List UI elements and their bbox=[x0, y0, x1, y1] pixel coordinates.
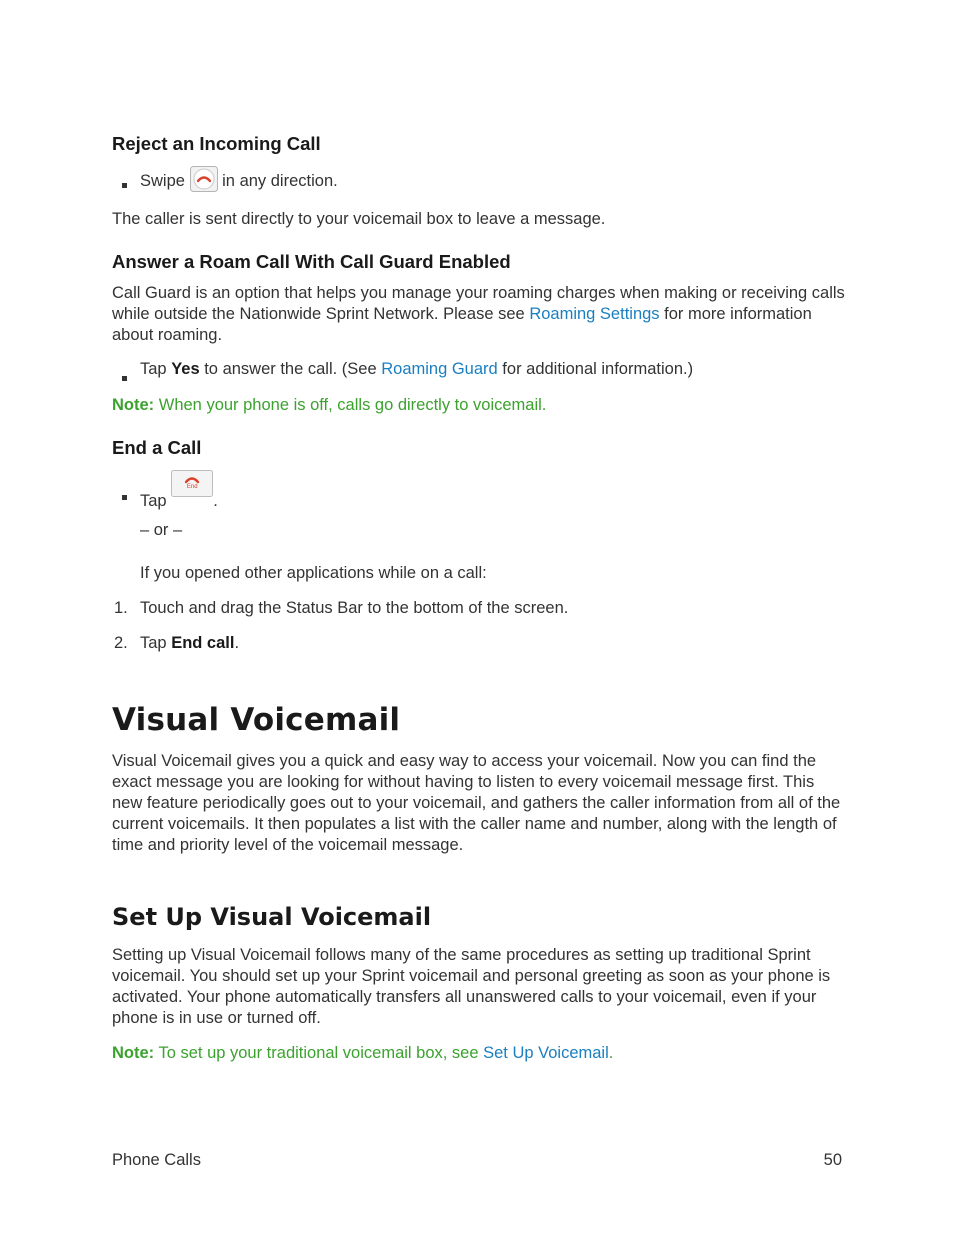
step-1-text: Touch and drag the Status Bar to the bottom of the screen. bbox=[140, 599, 569, 617]
step-number: 1. bbox=[114, 599, 128, 617]
setup-note bbox=[112, 1043, 613, 1064]
end-bullet-pre: Tap bbox=[140, 492, 167, 510]
reject-bullet bbox=[140, 166, 338, 198]
roam-bullet-pre: Tap bbox=[140, 360, 172, 378]
roam-bullet-post: for additional information.) bbox=[497, 360, 694, 378]
setup-paragraph: Setting up Visual Voicemail follows many of the same procedures as setting up traditional Sprint voicemail. You should set up your Sprint voicemail and personal greeting as soon as your phone is activated. Your phone automatically transfers all unanswered calls to your voicemail, even if your phone is in use or turned off. bbox=[112, 946, 831, 1027]
step-2-text bbox=[140, 633, 239, 654]
visual-voicemail-paragraph: Visual Voicemail gives you a quick and easy way to access your voicemail. Now you can find the exact message you are looking for without having to listen to every voicemail message first. This new feature periodically goes out to your voicemail, and gathers the caller information from all of the current voicemails. It then populates a list with the caller name and number, along with the length of time and priority level of the voicemail message. bbox=[112, 752, 841, 854]
end-button-label: End bbox=[186, 484, 198, 490]
link-roaming-settings[interactable]: Roaming Settings bbox=[529, 305, 660, 323]
heading-visual-voicemail: Visual Voicemail bbox=[112, 702, 401, 738]
reject-bullet-pre: Swipe bbox=[140, 172, 185, 190]
note-end: . bbox=[608, 1044, 614, 1062]
bullet-marker bbox=[122, 368, 127, 389]
note-label: Note: bbox=[112, 1044, 155, 1062]
footer-page-number: 50 bbox=[823, 1151, 842, 1169]
roam-bullet-yes: Yes bbox=[171, 360, 200, 378]
or-separator: – or – bbox=[140, 521, 183, 539]
note-label: Note: bbox=[112, 396, 155, 414]
heading-setup-visual-voicemail: Set Up Visual Voicemail bbox=[112, 903, 432, 931]
roam-bullet bbox=[140, 359, 693, 380]
roam-note bbox=[112, 395, 546, 416]
heading-reject-call: Reject an Incoming Call bbox=[112, 133, 321, 154]
reject-paragraph: The caller is sent directly to your voicemail box to leave a message. bbox=[112, 210, 606, 228]
roam-para-text-a: Call Guard is an option that helps you manage your roaming charges when making or receiving calls while outside the Nationwide Sprint Network. Please see bbox=[112, 284, 845, 323]
reject-bullet-post: in any direction. bbox=[222, 172, 338, 190]
step-number: 2. bbox=[114, 634, 128, 652]
end-bullet-post: . bbox=[213, 492, 218, 510]
end-call-icon bbox=[171, 470, 213, 503]
heading-end-call: End a Call bbox=[112, 437, 202, 458]
step-2-post: . bbox=[234, 634, 240, 652]
footer-section-name: Phone Calls bbox=[112, 1151, 201, 1169]
roam-paragraph bbox=[112, 283, 847, 346]
roam-para-text-b: for more information about roaming. bbox=[112, 305, 812, 344]
end-call-bullet bbox=[140, 470, 218, 510]
bullet-marker bbox=[122, 487, 127, 508]
bullet-marker bbox=[122, 175, 127, 196]
link-roaming-guard[interactable]: Roaming Guard bbox=[381, 360, 498, 378]
note-text: When your phone is off, calls go directly to voicemail. bbox=[154, 396, 547, 414]
phone-hangup-icon bbox=[190, 166, 218, 198]
step-2-end-call: End call bbox=[171, 634, 235, 652]
heading-roam-call: Answer a Roam Call With Call Guard Enabled bbox=[112, 251, 511, 272]
roam-bullet-mid: to answer the call. (See bbox=[199, 360, 382, 378]
step-2-pre: Tap bbox=[140, 634, 172, 652]
end-call-intro: If you opened other applications while on a call: bbox=[140, 564, 487, 582]
note-text: To set up your traditional voicemail box, see bbox=[154, 1044, 484, 1062]
link-set-up-voicemail[interactable]: Set Up Voicemail bbox=[483, 1044, 609, 1062]
